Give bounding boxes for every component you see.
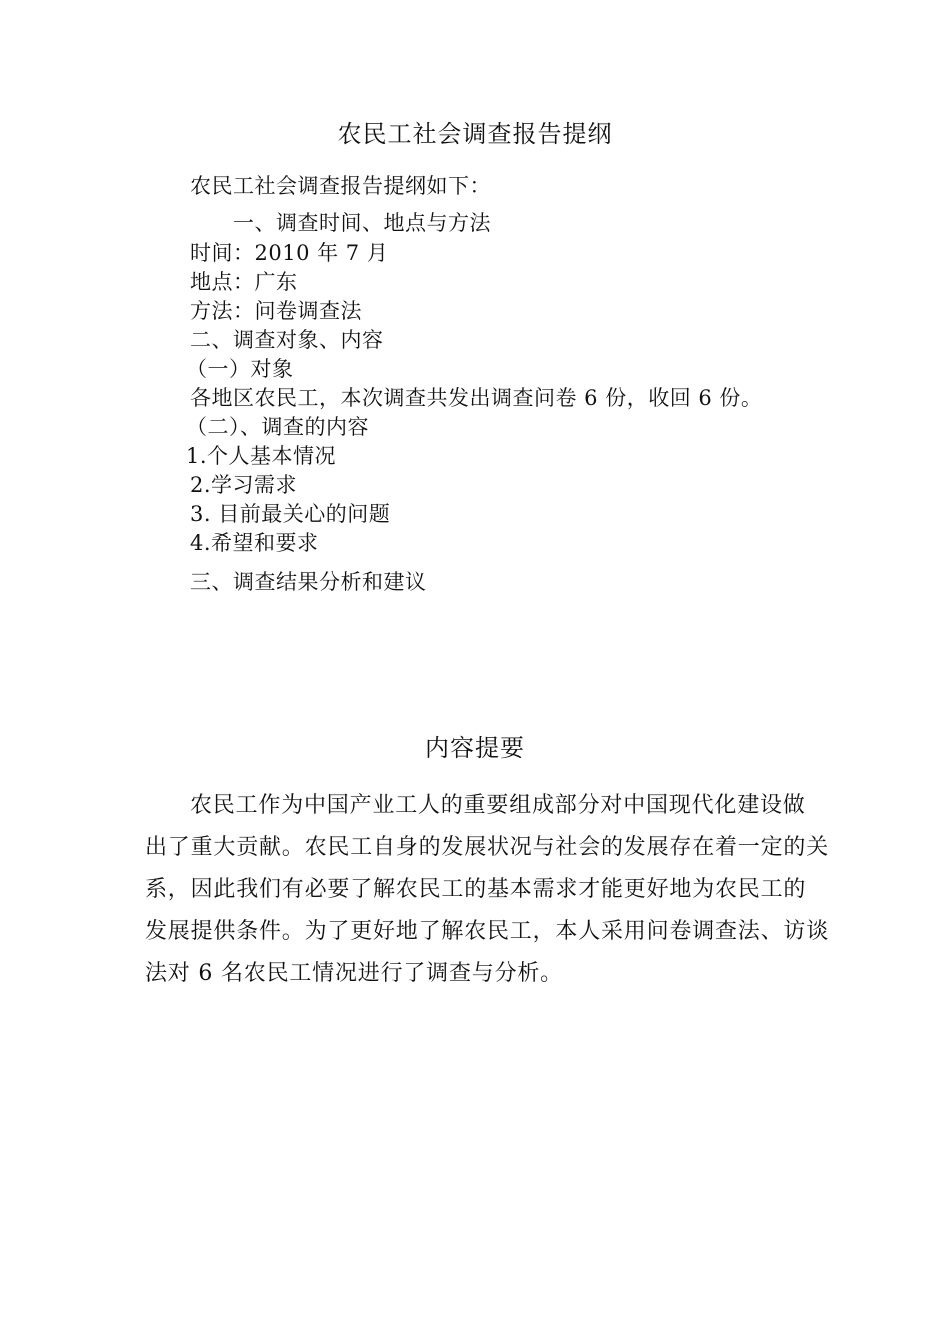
survey-time: 时间：2010 年 7 月 bbox=[190, 241, 389, 265]
outline-intro: 农民工社会调查报告提纲如下： bbox=[190, 174, 491, 198]
section-2-heading: 二、调查对象、内容 bbox=[190, 328, 384, 352]
outline-title: 农民工社会调查报告提纲 bbox=[337, 120, 613, 148]
abstract-line: 发展提供条件。为了更好地了解农民工，本人采用问卷调查法、访谈 bbox=[145, 919, 830, 944]
content-item: 3. 目前最关心的问题 bbox=[190, 502, 391, 526]
abstract-line: 农民工作为中国产业工人的重要组成部分对中国现代化建设做 bbox=[190, 793, 806, 818]
content-item: 1.个人基本情况 bbox=[186, 444, 337, 468]
survey-method: 方法：问卷调查法 bbox=[190, 299, 362, 323]
survey-place: 地点：广东 bbox=[190, 270, 298, 294]
object-description: 各地区农民工，本次调查共发出调查问卷 6 份，收回 6 份。 bbox=[190, 386, 763, 410]
section-3-heading: 三、调查结果分析和建议 bbox=[190, 570, 427, 594]
subsection-content: （二）、调查的内容 bbox=[186, 415, 369, 439]
subsection-object: （一）对象 bbox=[186, 357, 294, 381]
abstract-title: 内容提要 bbox=[425, 734, 525, 762]
content-item: 2.学习需求 bbox=[190, 473, 298, 497]
abstract-line: 法对 6 名农民工情况进行了调查与分析。 bbox=[145, 961, 563, 986]
abstract-line: 出了重大贡献。农民工自身的发展状况与社会的发展存在着一定的关 bbox=[145, 835, 830, 860]
section-1-heading: 一、调查时间、地点与方法 bbox=[233, 211, 491, 235]
content-item: 4.希望和要求 bbox=[190, 531, 319, 555]
abstract-line: 系，因此我们有必要了解农民工的基本需求才能更好地为农民工的 bbox=[145, 877, 807, 902]
